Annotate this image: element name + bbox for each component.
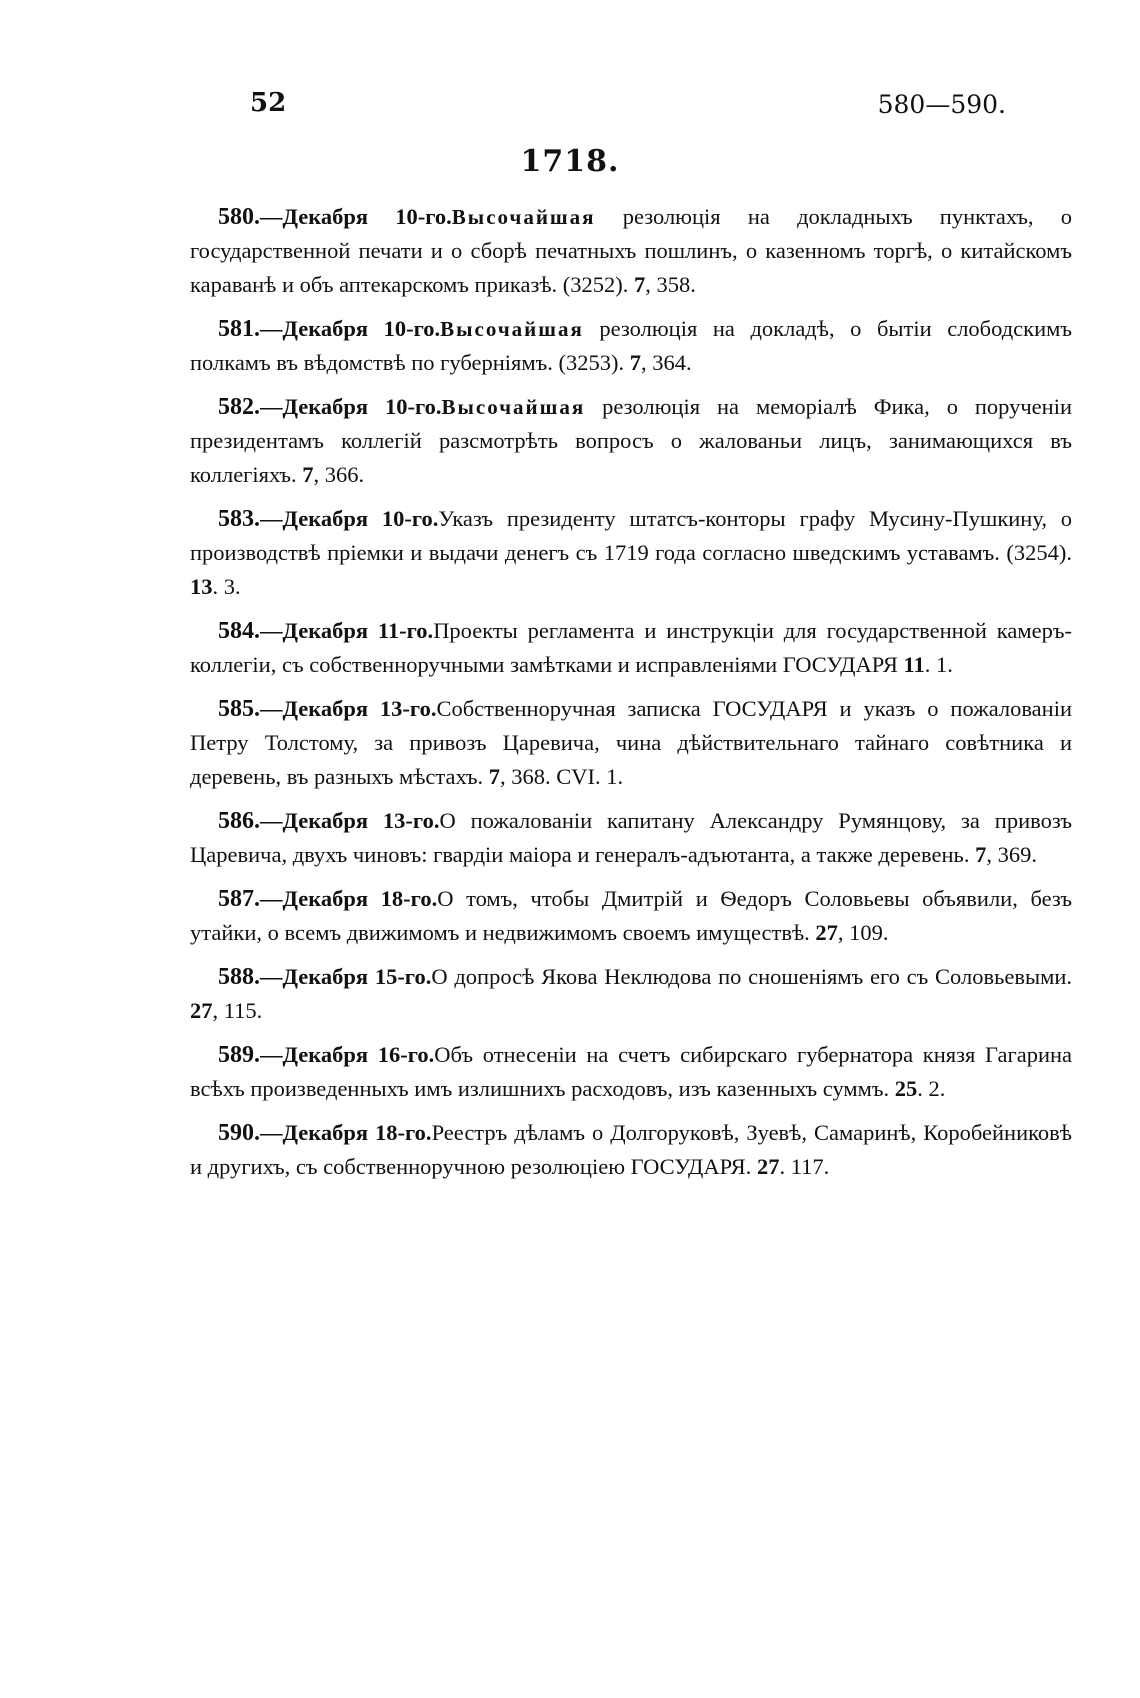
- entry-587: 587.—Декабря 18-го.О томъ, чтобы Дмитрій и Ѳедоръ Соловьевы объявили, безъ утайки, о всемъ движимомъ и недвижимомъ своемъ имуществѣ. 27, 109.: [190, 886, 1072, 945]
- entry-590: 590.—Декабря 18-го.Реестръ дѣламъ о Долгоруковѣ, Зуевѣ, Самаринѣ, Коробейниковѣ и другихъ, съ собственноручною резолюціею ГОСУДАРЯ. 27. 117.: [190, 1120, 1072, 1179]
- entry-580: 580.—Декабря 10-го.Высочайшая резолюція на докладныхъ пунктахъ, о государственной печати и о сборѣ печатныхъ пошлинъ, о казенномъ торгѣ, о китайскомъ караванѣ и объ аптекарскомъ приказѣ. (3252). 7, 358.: [190, 204, 1072, 297]
- entry-584: 584.—Декабря 11-го.Проекты регламента и инструкціи для государственной камеръ-коллегіи, съ собственноручными замѣтками и исправленіями ГОСУДАРЯ 11. 1.: [190, 618, 1072, 677]
- entry-585: 585.—Декабря 13-го.Собственноручная записка ГОСУДАРЯ и указъ о пожалованіи Петру Толстому, за привозъ Царевича, чина дѣйствительнаго тайнаго совѣтника и деревень, въ разныхъ мѣстахъ. 7, 368. CVI. 1.: [190, 696, 1072, 789]
- entry-586: 586.—Декабря 13-го.О пожалованіи капитану Александру Румянцову, за привозъ Царевича, двухъ чиновъ: гвардіи маіора и генералъ-адъютанта, а также деревень. 7, 369.: [190, 808, 1072, 867]
- entry-589: 589.—Декабря 16-го.Объ отнесеніи на счетъ сибирскаго губернатора князя Гагарина всѣхъ произведенныхъ имъ излишнихъ расходовъ, изъ казенныхъ суммъ. 25. 2.: [190, 1042, 1073, 1101]
- year-heading: 1718.: [520, 144, 620, 179]
- entries-list: [190, 200, 1072, 1184]
- entry-581: 581.—Декабря 10-го.Высочайшая резолюція на докладѣ, о бытіи слободскимъ полкамъ въ вѣдомствѣ по губерніямъ. (3253). 7, 364.: [190, 316, 1073, 375]
- page-number: 52: [250, 88, 287, 118]
- page-range: 580—590.: [877, 90, 1006, 119]
- entry-588: 588.—Декабря 15-го.О допросѣ Якова Неклюдова по сношеніямъ его съ Соловьевыми. 27, 115.: [190, 964, 1073, 1023]
- entry-582: 582.—Декабря 10-го.Высочайшая резолюція на меморіалѣ Фика, о порученіи президентамъ коллегій разсмотрѣть вопросъ о жалованьи лицъ, занимающихся въ коллегіяхъ. 7, 366.: [190, 394, 1073, 487]
- entry-583: 583.—Декабря 10-го.Указъ президенту штатсъ-конторы графу Мусину-Пушкину, о производствѣ пріемки и выдачи денегъ съ 1719 года согласно шведскимъ уставамъ. (3254). 13. 3.: [190, 506, 1072, 599]
